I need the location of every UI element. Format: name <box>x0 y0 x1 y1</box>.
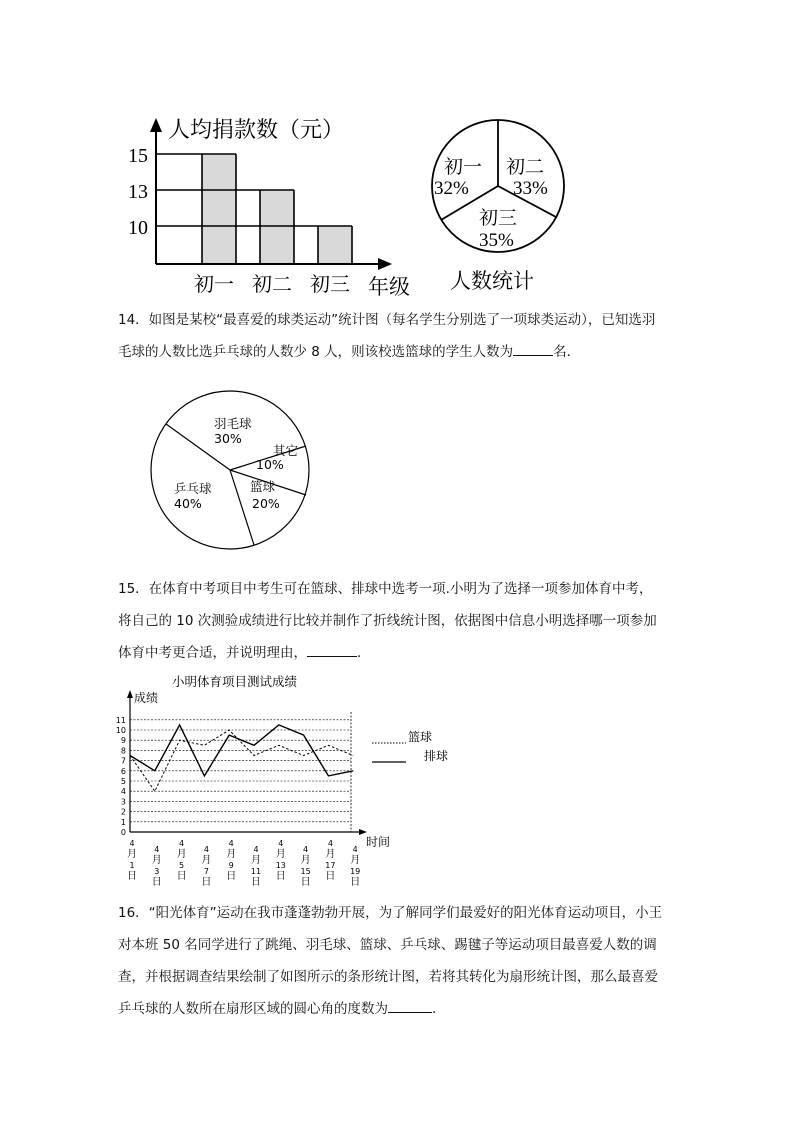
x-tick-label <box>127 839 137 882</box>
y-tick-15: 15 <box>128 145 148 167</box>
pie-pct-grade1: 32% <box>434 178 469 199</box>
y-axis-label: 成绩 <box>134 691 159 705</box>
legend-label-volleyball: 排球 <box>424 749 449 763</box>
x-tick-part: 月 <box>275 849 286 860</box>
q15-line1: 15．在体育中考项目中考生可在篮球、排球中选考一项.小明为了选择一项参加体育中考， <box>118 581 653 597</box>
y-tick-label: 10 <box>115 726 126 735</box>
x-tick-part: 4 <box>253 845 259 854</box>
y-arrow-icon <box>150 118 162 132</box>
question-16 <box>118 897 678 1025</box>
question-14 <box>118 304 678 368</box>
y-tick-10: 10 <box>128 217 148 239</box>
x-tick-part: 4 <box>228 839 234 848</box>
y-tick-label: 1 <box>120 817 126 827</box>
x-label-grade2: 初二 <box>252 274 292 296</box>
x-tick-label <box>177 839 187 882</box>
q16-line2: 对本班 50 名同学进行了跳绳、羽毛球、篮球、乒乓球、踢毽子等运动项目最喜爱人数的调 <box>118 937 657 953</box>
q16-line3: 查，并根据调查结果绘制了如图所示的条形统计图，若将其转化为扇形统计图，那么最喜爱 <box>118 969 658 985</box>
x-tick-part: 7 <box>203 867 209 876</box>
x-tick-part: 日 <box>275 871 286 882</box>
pie-pct-basketball: 20% <box>252 496 280 511</box>
x-axis-label: 时间 <box>366 835 391 849</box>
pie-pct-badminton: 30% <box>214 431 242 446</box>
answer-blank[interactable] <box>307 642 357 657</box>
x-tick-part: 日 <box>176 871 187 882</box>
x-tick-part: 日 <box>325 871 336 882</box>
pie-label-pingpong: 乒乓球 <box>174 481 212 496</box>
x-tick-label <box>325 839 335 882</box>
score-line-chart <box>116 674 448 888</box>
x-tick-part: 月 <box>176 849 187 860</box>
pie-pct-pingpong: 40% <box>174 496 202 511</box>
q14-line1: 14．如图是某校“最喜爱的球类运动”统计图（每名学生分别选了一项球类运动），已知选羽 <box>118 312 656 328</box>
sports-pie-chart <box>151 391 309 549</box>
y-tick-label: 4 <box>120 787 126 797</box>
x-tick-part: 月 <box>151 855 162 866</box>
y-tick-13: 13 <box>128 181 148 203</box>
q15-line2: 将自己的 10 次测验成绩进行比较并制作了折线统计图，依据图中信息小明选择哪一项参加 <box>118 613 657 629</box>
x-tick-part: 4 <box>352 845 358 854</box>
x-tick-part: 19 <box>350 867 361 876</box>
answer-blank[interactable] <box>513 341 553 356</box>
x-label-grade3: 初三 <box>310 274 350 296</box>
q14-line2: 毛球的人数比选乒乓球的人数少 8 人，则该校选篮球的学生人数为 名． <box>118 336 678 368</box>
x-tick-label <box>301 845 311 888</box>
donation-bar-chart <box>128 117 410 299</box>
x-tick-part: 4 <box>327 839 333 848</box>
pie-caption: 人数统计 <box>450 269 534 293</box>
bar-grade3 <box>318 226 352 264</box>
x-tick-label <box>276 839 286 882</box>
x-label-grade1: 初一 <box>194 274 234 296</box>
x-tick-part: 月 <box>127 849 137 860</box>
y-tick-label: 5 <box>120 777 126 786</box>
x-tick-part: 日 <box>251 877 261 888</box>
question-15 <box>118 573 678 669</box>
y-tick-label: 8 <box>120 746 126 756</box>
x-tick-part: 日 <box>300 877 311 888</box>
y-tick-label: 6 <box>120 766 126 776</box>
legend-label-basketball: 篮球 <box>408 730 433 744</box>
x-tick-part: 4 <box>154 845 160 854</box>
x-tick-part: 4 <box>179 839 185 848</box>
grade-pie-chart <box>432 120 564 293</box>
y-tick-label: 3 <box>120 797 126 807</box>
x-tick-part: 13 <box>275 861 286 870</box>
pie-label-grade3: 初三 <box>479 208 518 229</box>
x-arrow-icon <box>378 258 392 270</box>
pie-pct-grade3: 35% <box>479 230 514 251</box>
x-tick-part: 月 <box>226 849 237 860</box>
x-tick-part: 月 <box>201 855 212 866</box>
pie-label-grade1: 初一 <box>444 157 483 178</box>
x-tick-part: 月 <box>350 855 361 866</box>
x-axis-label: 年级 <box>368 275 410 299</box>
x-tick-part: 日 <box>226 871 237 882</box>
q15-line3: 体育中考更合适，并说明理由， ． <box>118 637 678 669</box>
pie-pct-other: 10% <box>256 457 284 472</box>
x-tick-part: 月 <box>325 849 336 860</box>
x-tick-part: 4 <box>129 839 135 848</box>
x-tick-label <box>226 839 236 882</box>
x-tick-part: 4 <box>278 839 284 848</box>
y-tick-label: 0 <box>120 828 126 837</box>
pie-label-basketball: 篮球 <box>250 479 276 494</box>
y-tick-label: 11 <box>115 715 126 725</box>
x-tick-part: 3 <box>154 867 160 876</box>
x-tick-part: 17 <box>325 861 336 870</box>
x-tick-part: 日 <box>151 877 162 888</box>
x-tick-part: 15 <box>300 867 311 876</box>
bar-grade1 <box>202 154 236 264</box>
x-tick-part: 日 <box>201 877 212 888</box>
x-tick-part: 4 <box>303 845 309 854</box>
answer-blank[interactable] <box>388 998 432 1013</box>
y-tick-label: 9 <box>120 736 126 746</box>
x-tick-label <box>251 845 261 888</box>
x-tick-part: 月 <box>251 855 261 866</box>
q16-line4: 乒乓球的人数所在扇形区域的圆心角的度数为 ． <box>118 993 678 1025</box>
x-tick-label <box>350 845 360 888</box>
chart-title: 小明体育项目测试成绩 <box>172 674 298 689</box>
y-axis-label: 人均捐款数（元） <box>168 117 345 142</box>
x-tick-part: 5 <box>179 861 185 870</box>
x-tick-part: 9 <box>228 861 234 870</box>
y-tick-label: 7 <box>120 756 126 766</box>
pie-label-grade2: 初二 <box>506 157 545 178</box>
x-tick-part: 日 <box>350 877 361 888</box>
x-tick-label <box>152 845 162 888</box>
x-tick-part: 月 <box>300 855 311 866</box>
pie-label-badminton: 羽毛球 <box>214 416 252 431</box>
q16-line1: 16．“阳光体育”运动在我市蓬蓬勃勃开展，为了解同学们最爱好的阳光体育运动项目，小王 <box>118 905 663 921</box>
pie-pct-grade2: 33% <box>513 178 548 199</box>
pie-label-other: 其它 <box>273 443 299 458</box>
y-arrow-icon <box>127 690 133 698</box>
x-tick-part: 1 <box>129 861 135 870</box>
x-tick-part: 4 <box>203 845 209 854</box>
x-tick-part: 11 <box>250 867 262 876</box>
bar-grade2 <box>260 190 294 264</box>
x-tick-part: 日 <box>127 871 137 882</box>
y-tick-label: 2 <box>120 807 126 817</box>
x-tick-label <box>201 845 211 888</box>
